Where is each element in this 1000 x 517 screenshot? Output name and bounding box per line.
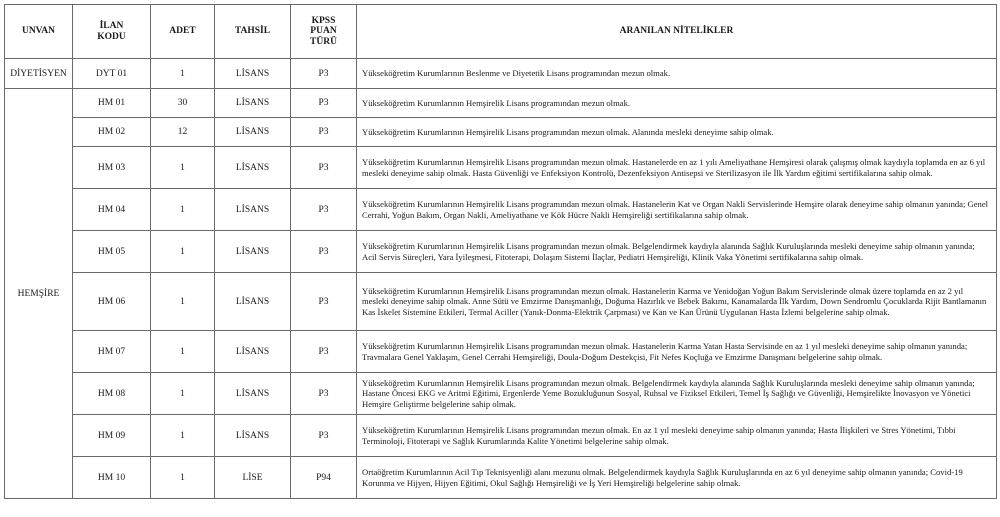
ilan-kodu-cell: DYT 01: [73, 59, 151, 89]
header-adet: ADET: [151, 5, 215, 59]
adet-cell: 1: [151, 189, 215, 231]
ilan-kodu-cell: HM 03: [73, 147, 151, 189]
nitelik-cell: Yükseköğretim Kurumlarının Hemşirelik Lisans programından mezun olmak. Alanında mesleki deneyime sahip olmak.: [357, 118, 997, 147]
puan-turu-cell: P3: [291, 89, 357, 118]
unvan-cell-diyetisyen: DİYETİSYEN: [5, 59, 73, 89]
table-row: [5, 415, 997, 457]
puan-turu-cell: P3: [291, 147, 357, 189]
tahsil-cell: LİSANS: [215, 147, 291, 189]
puan-turu-cell: P3: [291, 273, 357, 331]
puan-turu-cell: P3: [291, 331, 357, 373]
nitelik-cell: Yükseköğretim Kurumlarının Beslenme ve Diyetetik Lisans programından mezun olmak.: [357, 59, 997, 89]
ilan-kodu-cell: HM 04: [73, 189, 151, 231]
tahsil-cell: LİSE: [215, 457, 291, 499]
table-row: [5, 89, 997, 118]
table-row: [5, 231, 997, 273]
ilan-kodu-cell: HM 10: [73, 457, 151, 499]
nitelik-cell: Yükseköğretim Kurumlarının Hemşirelik Lisans programından mezun olmak. Belgelendirmek kaydıyla alanında Sağlık Kuruluşlarında mesleki deneyime sahip olmanın yanında; Hastane Öncesi EKG ve Aritmi Eğitimi, Ergenlerde Yeme Bozukluğunun Sosyal, Ruhsal ve Fiziksel Etkileri, Temel İş Sağlığı ve Güvenliği, Hemşirelikte İnovasyon ve Yönetici Hemşire Geliştirme belgelerine sahip olmak.: [357, 373, 997, 415]
ilan-kodu-cell: HM 01: [73, 89, 151, 118]
ilan-kodu-cell: HM 07: [73, 331, 151, 373]
adet-cell: 1: [151, 415, 215, 457]
puan-turu-cell: P3: [291, 59, 357, 89]
tahsil-cell: LİSANS: [215, 273, 291, 331]
tahsil-cell: LİSANS: [215, 59, 291, 89]
table-row: [5, 59, 997, 89]
table-row: [5, 457, 997, 499]
header-kpss: [291, 5, 357, 59]
ilan-kodu-cell: HM 09: [73, 415, 151, 457]
positions-table: [4, 4, 997, 499]
header-kpss-line2: PUAN: [310, 26, 337, 37]
adet-cell: 1: [151, 147, 215, 189]
puan-turu-cell: P3: [291, 118, 357, 147]
nitelik-cell: Yükseköğretim Kurumlarının Hemşirelik Lisans programından mezun olmak. Belgelendirmek kaydıyla alanında Sağlık Kuruluşlarında mesleki deneyime sahip olmanın yanında; Acil Servis Süreçleri, Yara İyileşmesi, Fitoterapi, Dolaşım Sistemi İlaçlar, Pediatri Hemşireliği, Klinik Vaka Yönetimi sertifikalarına sahip olmak.: [357, 231, 997, 273]
tahsil-cell: LİSANS: [215, 89, 291, 118]
ilan-kodu-cell: HM 08: [73, 373, 151, 415]
puan-turu-cell: P3: [291, 415, 357, 457]
tahsil-cell: LİSANS: [215, 118, 291, 147]
header-kpss-line1: KPSS: [311, 15, 336, 26]
ilan-kodu-cell: HM 05: [73, 231, 151, 273]
puan-turu-cell: P3: [291, 373, 357, 415]
tahsil-cell: LİSANS: [215, 189, 291, 231]
unvan-cell-hemsire: HEMŞİRE: [5, 89, 73, 499]
table-row: [5, 118, 997, 147]
nitelik-cell: Yükseköğretim Kurumlarının Hemşirelik Lisans programından mezun olmak. Hastanelerin Karma Yatan Hasta Servisinde en az 1 yıl mesleki deneyime sahip olmanın yanında; Travmalara Genel Yaklaşım, Genel Cerrahi Hemşireliği, Doula-Doğum Destekçisi, Fit Nefes Koçluğa ve Emzirme Danışmanı belgelerine sahip olmak.: [357, 331, 997, 373]
table-row: [5, 147, 997, 189]
table-row: [5, 273, 997, 331]
nitelik-cell: Yükseköğretim Kurumlarının Hemşirelik Lisans programından mezun olmak. En az 1 yıl mesleki deneyime sahip olmanın yanında; Hasta İlişkileri ve Stres Yönetimi, Tıbbi Terminoloji, Fitoterapi ve Sağlık Kurumlarında Kalite Yönetimi belgelerine sahip olmak.: [357, 415, 997, 457]
tahsil-cell: LİSANS: [215, 231, 291, 273]
puan-turu-cell: P3: [291, 189, 357, 231]
tahsil-cell: LİSANS: [215, 331, 291, 373]
adet-cell: 1: [151, 59, 215, 89]
header-tahsil: TAHSİL: [215, 5, 291, 59]
header-row: [5, 5, 997, 59]
adet-cell: 1: [151, 273, 215, 331]
tahsil-cell: LİSANS: [215, 415, 291, 457]
puan-turu-cell: P94: [291, 457, 357, 499]
nitelik-cell: Yükseköğretim Kurumlarının Hemşirelik Lisans programından mezun olmak.: [357, 89, 997, 118]
nitelik-cell: Yükseköğretim Kurumlarının Hemşirelik Lisans programından mezun olmak. Hastanelerde en az 1 yılı Ameliyathane Hemşiresi olarak çalışmış olmak kaydıyla toplamda en az 6 yıl mesleki deneyime sahip olmak. Hasta Güvenliği ve Enfeksiyon Kontrolü, Dezenfeksiyon Antisepsi ve Sterilizasyon ile İlk Yardım eğitimi sertifikalarına sahip olmak.: [357, 147, 997, 189]
adet-cell: 30: [151, 89, 215, 118]
header-ilan-kodu-line2: KODU: [97, 31, 126, 42]
table-row: [5, 331, 997, 373]
nitelik-cell: Yükseköğretim Kurumlarının Hemşirelik Lisans programından mezun olmak. Hastanelerin Kat ve Organ Nakli Servislerinde Hemşire olarak deneyime sahip olmanın yanında; Genel Cerrahi, Yoğun Bakım, Organ Nakli, Ameliyathane ve Kök Hücre Nakli Hemşireliği sertifikalarına sahip olmak.: [357, 189, 997, 231]
header-nitelikler: ARANILAN NİTELİKLER: [357, 5, 997, 59]
table-row: [5, 189, 997, 231]
table-row: [5, 373, 997, 415]
adet-cell: 1: [151, 331, 215, 373]
adet-cell: 12: [151, 118, 215, 147]
nitelik-cell: Yükseköğretim Kurumlarının Hemşirelik Lisans programından mezun olmak. Hastanelerin Karma ve Yenidoğan Yoğun Bakım Servislerinde olmak üzere toplamda en az 2 yıl mesleki deneyime sahip olmak. Anne Sütü ve Emzirme Danışmanlığı, Doğuma Hazırlık ve Bebek Bakımı, Kanamalarda İlk Yardım, Down Sendromlu Çocuklarda Rijit Bantlamanın Kas İskelet Sistemine Etkileri, Termal Aciller (Yanık-Donma-Elektrik Çarpması) ve Kan ve Kan Ürünü Uygulanan Hasta İzlemi belgelerine sahip olmak.: [357, 273, 997, 331]
puan-turu-cell: P3: [291, 231, 357, 273]
header-kpss-line3: TÜRÜ: [310, 36, 337, 47]
adet-cell: 1: [151, 457, 215, 499]
nitelik-cell: Ortaöğretim Kurumlarının Acil Tıp Teknisyenliği alanı mezunu olmak. Belgelendirmek kaydıyla Sağlık Kuruluşlarında en az 6 yıl deneyime sahip olmanın yanında; Covid-19 Korunma ve Hijyen, Hijyen Eğitimi, Okul Sağlığı Hemşireliği ve İş Yeri Hemşireliği belgelerine sahip olmak.: [357, 457, 997, 499]
header-unvan: UNVAN: [5, 5, 73, 59]
header-ilan-kodu-line1: İLAN: [99, 21, 124, 31]
adet-cell: 1: [151, 373, 215, 415]
ilan-kodu-cell: HM 02: [73, 118, 151, 147]
header-ilan-kodu: [73, 5, 151, 59]
ilan-kodu-cell: HM 06: [73, 273, 151, 331]
adet-cell: 1: [151, 231, 215, 273]
tahsil-cell: LİSANS: [215, 373, 291, 415]
